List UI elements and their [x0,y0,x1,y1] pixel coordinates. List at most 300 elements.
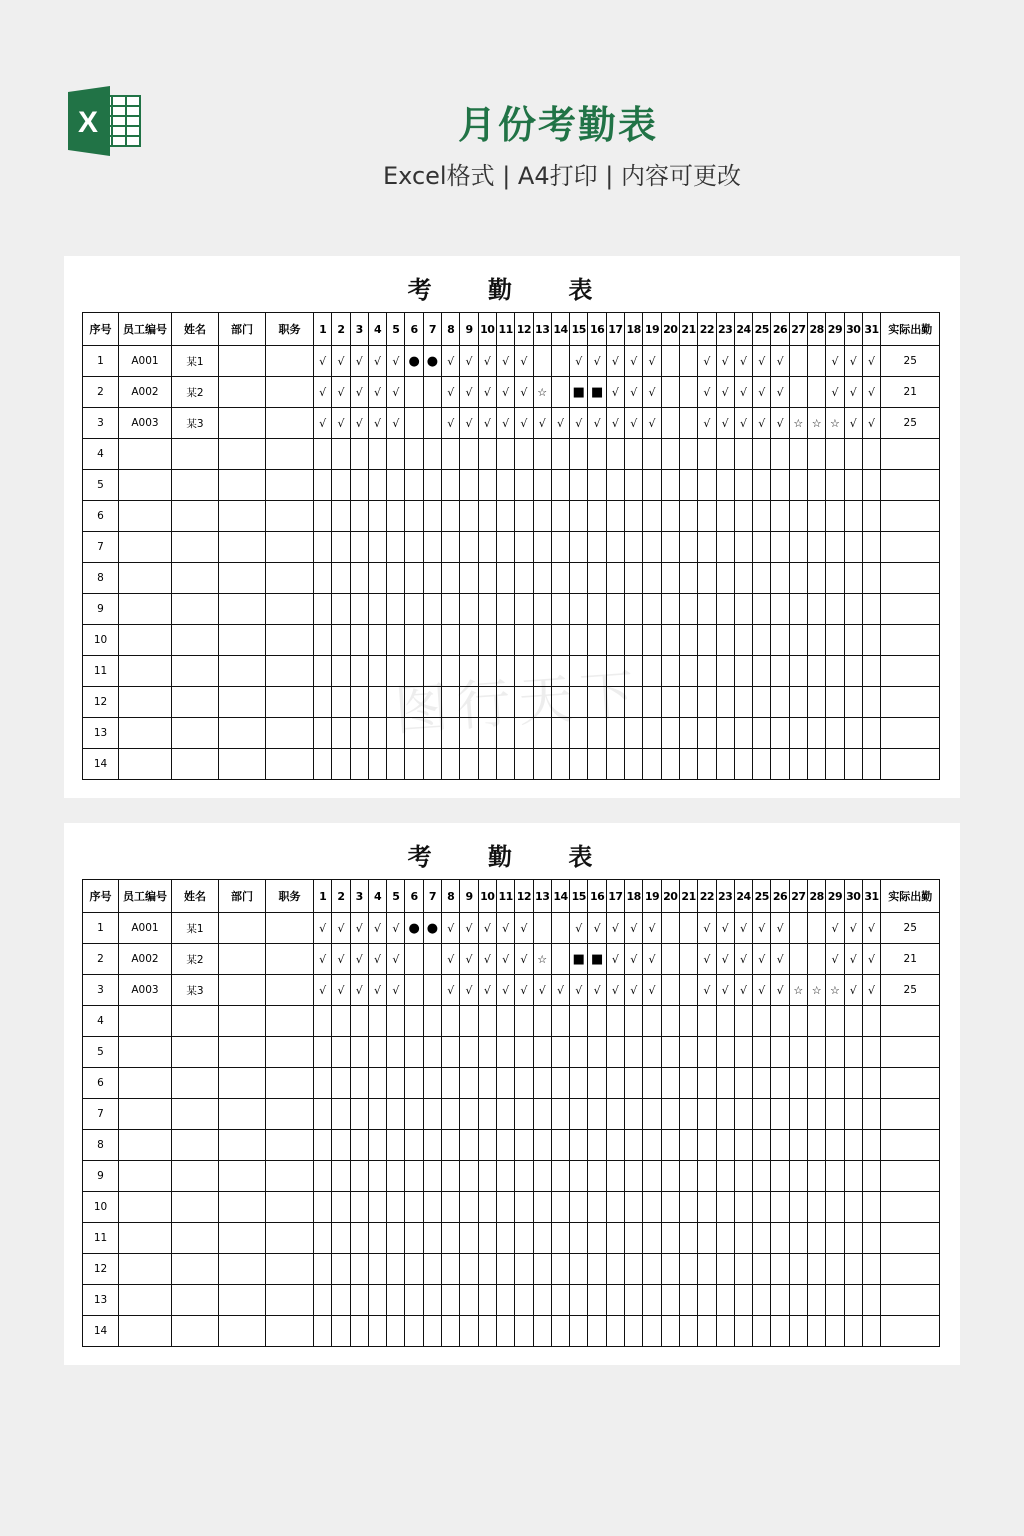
cell-day-7 [423,625,441,656]
cell-day-25: √ [753,944,771,975]
cell-day-22 [698,1285,716,1316]
cell-day-16 [588,1223,606,1254]
cell-emp-id [119,501,172,532]
cell-total [881,439,940,470]
cell-day-12 [515,1006,533,1037]
cell-day-11 [496,470,514,501]
header-day-3: 3 [350,313,368,346]
cell-day-8 [442,1099,460,1130]
cell-day-6: ● [405,913,423,944]
cell-day-23 [716,1130,734,1161]
cell-day-6 [405,408,423,439]
cell-day-10 [478,1068,496,1099]
cell-day-3 [350,594,368,625]
cell-day-22: √ [698,346,716,377]
cell-day-20 [661,913,679,944]
cell-day-30 [844,1161,862,1192]
cell-day-6 [405,1099,423,1130]
cell-day-4 [368,532,386,563]
cell-day-26 [771,687,789,718]
cell-day-30 [844,1254,862,1285]
cell-day-30: √ [844,408,862,439]
header-day-16: 16 [588,880,606,913]
cell-day-29 [826,749,844,780]
cell-day-12: √ [515,944,533,975]
cell-total [881,1006,940,1037]
cell-name [172,1130,219,1161]
cell-day-14 [551,1254,569,1285]
cell-day-13 [533,749,551,780]
cell-name [172,501,219,532]
cell-day-27 [789,532,807,563]
table-row [83,1285,940,1316]
cell-day-15 [570,1130,588,1161]
cell-day-18 [625,470,643,501]
cell-day-29 [826,1099,844,1130]
cell-day-11 [496,439,514,470]
cell-total [881,625,940,656]
cell-day-2 [332,532,350,563]
header-emp-id: 员工编号 [119,313,172,346]
cell-emp-id [119,1316,172,1347]
cell-day-10 [478,1006,496,1037]
cell-day-28 [808,346,826,377]
cell-day-18 [625,1006,643,1037]
cell-day-22 [698,749,716,780]
cell-dept [219,470,266,501]
cell-day-8 [442,501,460,532]
cell-day-3 [350,1223,368,1254]
cell-day-26 [771,470,789,501]
cell-day-11 [496,1130,514,1161]
cell-day-8 [442,1285,460,1316]
cell-day-11 [496,1223,514,1254]
header-day-25: 25 [753,880,771,913]
cell-day-6 [405,1130,423,1161]
cell-day-22: √ [698,408,716,439]
cell-day-17 [606,1285,624,1316]
cell-day-24 [734,1192,752,1223]
cell-day-19 [643,1068,661,1099]
cell-day-11 [496,1285,514,1316]
cell-day-7 [423,377,441,408]
cell-position [266,377,314,408]
cell-day-19 [643,470,661,501]
cell-day-3: √ [350,377,368,408]
cell-day-3: √ [350,346,368,377]
cell-day-19 [643,1192,661,1223]
cell-day-5 [387,1316,405,1347]
cell-day-26 [771,1285,789,1316]
cell-day-22 [698,594,716,625]
cell-day-12: √ [515,975,533,1006]
cell-seq: 5 [83,1037,119,1068]
cell-day-19 [643,1037,661,1068]
cell-day-8: √ [442,944,460,975]
cell-day-7 [423,1285,441,1316]
cell-day-26 [771,439,789,470]
cell-day-10 [478,749,496,780]
cell-emp-id [119,718,172,749]
cell-day-20 [661,625,679,656]
cell-day-8 [442,563,460,594]
cell-emp-id: A002 [119,377,172,408]
cell-day-13 [533,1192,551,1223]
cell-day-20 [661,563,679,594]
header-day-28: 28 [808,880,826,913]
cell-day-25 [753,1223,771,1254]
cell-day-8 [442,470,460,501]
cell-day-31: √ [862,913,880,944]
cell-day-14 [551,439,569,470]
cell-day-2: √ [332,975,350,1006]
cell-day-15 [570,439,588,470]
cell-day-7: ● [423,346,441,377]
cell-day-8 [442,1006,460,1037]
cell-dept [219,439,266,470]
cell-total [881,563,940,594]
cell-day-26 [771,501,789,532]
header-day-20: 20 [661,313,679,346]
header-dept: 部门 [219,313,266,346]
cell-day-22 [698,687,716,718]
cell-day-16 [588,1192,606,1223]
cell-day-16 [588,1316,606,1347]
cell-day-8 [442,1316,460,1347]
cell-day-21 [679,594,697,625]
table-row [83,594,940,625]
cell-emp-id [119,1006,172,1037]
cell-day-31 [862,1316,880,1347]
cell-dept [219,625,266,656]
cell-day-21 [679,1161,697,1192]
cell-day-31 [862,594,880,625]
cell-day-4 [368,1161,386,1192]
cell-day-1 [314,1285,332,1316]
cell-day-3: √ [350,408,368,439]
cell-day-25 [753,625,771,656]
cell-day-21 [679,439,697,470]
cell-dept [219,944,266,975]
header-day-27: 27 [789,313,807,346]
header-day-2: 2 [332,313,350,346]
cell-day-12 [515,1130,533,1161]
cell-day-9 [460,501,478,532]
cell-day-12 [515,501,533,532]
cell-total: 21 [881,944,940,975]
cell-day-20 [661,687,679,718]
cell-day-6 [405,501,423,532]
cell-day-16 [588,749,606,780]
cell-emp-id [119,1068,172,1099]
cell-position [266,1285,314,1316]
cell-dept [219,1099,266,1130]
cell-day-26: √ [771,377,789,408]
cell-day-28 [808,625,826,656]
header-day-2: 2 [332,880,350,913]
cell-day-9 [460,1192,478,1223]
table-row [83,1254,940,1285]
cell-seq: 14 [83,1316,119,1347]
cell-day-19 [643,1285,661,1316]
cell-day-3 [350,625,368,656]
cell-day-24 [734,687,752,718]
cell-total [881,1099,940,1130]
cell-day-7 [423,501,441,532]
cell-day-2: √ [332,913,350,944]
cell-day-30: √ [844,913,862,944]
cell-day-22 [698,625,716,656]
cell-day-20 [661,594,679,625]
cell-seq: 11 [83,656,119,687]
cell-day-19 [643,656,661,687]
cell-day-1: √ [314,944,332,975]
cell-day-17 [606,1130,624,1161]
cell-day-12 [515,470,533,501]
cell-day-27 [789,656,807,687]
cell-day-10 [478,439,496,470]
cell-day-21 [679,1130,697,1161]
cell-day-21 [679,656,697,687]
cell-day-18 [625,1223,643,1254]
cell-day-26 [771,1223,789,1254]
cell-day-1: √ [314,408,332,439]
cell-day-23 [716,687,734,718]
excel-logo-letter: X [77,106,99,139]
cell-day-26 [771,1099,789,1130]
header-day-6: 6 [405,313,423,346]
cell-day-29 [826,563,844,594]
cell-day-5 [387,1161,405,1192]
cell-day-16 [588,439,606,470]
cell-position [266,532,314,563]
cell-day-6 [405,1192,423,1223]
cell-dept [219,1192,266,1223]
cell-day-30: √ [844,377,862,408]
cell-emp-id [119,1285,172,1316]
cell-day-30 [844,1006,862,1037]
cell-day-31 [862,749,880,780]
cell-day-12 [515,625,533,656]
cell-day-30 [844,439,862,470]
cell-position [266,913,314,944]
cell-day-14 [551,594,569,625]
cell-day-23 [716,470,734,501]
cell-day-24 [734,1068,752,1099]
header-day-14: 14 [551,880,569,913]
cell-day-17 [606,1254,624,1285]
cell-name: 某2 [172,377,219,408]
cell-day-17 [606,1099,624,1130]
cell-day-6 [405,1006,423,1037]
header-day-18: 18 [625,313,643,346]
cell-day-4: √ [368,913,386,944]
cell-day-13: ☆ [533,944,551,975]
cell-position [266,1316,314,1347]
cell-seq: 2 [83,944,119,975]
cell-day-17 [606,1161,624,1192]
cell-day-4 [368,563,386,594]
cell-total [881,1316,940,1347]
cell-day-17: √ [606,408,624,439]
attendance-table [82,879,940,1347]
cell-day-15 [570,1285,588,1316]
cell-day-6 [405,470,423,501]
cell-total [881,687,940,718]
header-day-25: 25 [753,313,771,346]
cell-day-27 [789,1254,807,1285]
cell-emp-id [119,1254,172,1285]
cell-day-19: √ [643,975,661,1006]
cell-day-30 [844,1099,862,1130]
cell-day-30: √ [844,975,862,1006]
cell-day-24 [734,594,752,625]
cell-day-10 [478,1037,496,1068]
cell-day-25 [753,532,771,563]
cell-day-11 [496,1037,514,1068]
cell-emp-id: A001 [119,346,172,377]
cell-day-28 [808,470,826,501]
cell-day-28 [808,1006,826,1037]
cell-day-11 [496,1254,514,1285]
cell-day-15 [570,1316,588,1347]
cell-day-8 [442,625,460,656]
cell-day-26 [771,1192,789,1223]
cell-day-14 [551,1068,569,1099]
cell-day-7 [423,439,441,470]
cell-day-5: √ [387,913,405,944]
cell-day-18 [625,1285,643,1316]
cell-day-20 [661,1254,679,1285]
cell-day-3 [350,1254,368,1285]
cell-day-13 [533,1068,551,1099]
cell-dept [219,1285,266,1316]
cell-day-2 [332,656,350,687]
cell-day-31 [862,1037,880,1068]
cell-day-13 [533,1223,551,1254]
cell-day-4 [368,1254,386,1285]
cell-day-6 [405,1161,423,1192]
cell-day-23 [716,1161,734,1192]
cell-position [266,1099,314,1130]
cell-day-25 [753,1099,771,1130]
cell-day-22 [698,1006,716,1037]
cell-day-28 [808,718,826,749]
cell-day-21 [679,718,697,749]
cell-day-13 [533,1099,551,1130]
cell-day-21 [679,749,697,780]
cell-day-20 [661,1130,679,1161]
cell-day-11: √ [496,944,514,975]
cell-day-3 [350,1006,368,1037]
cell-day-1 [314,1006,332,1037]
table-row [83,346,940,377]
attendance-sheet-2 [64,823,960,1365]
cell-day-26 [771,1161,789,1192]
cell-day-8 [442,1192,460,1223]
header-day-24: 24 [734,313,752,346]
cell-day-10 [478,1099,496,1130]
cell-position [266,346,314,377]
header-day-24: 24 [734,880,752,913]
table-row [83,625,940,656]
cell-day-29 [826,1068,844,1099]
cell-day-26 [771,1068,789,1099]
cell-day-25 [753,656,771,687]
cell-day-12 [515,439,533,470]
cell-day-28: ☆ [808,408,826,439]
cell-day-30 [844,656,862,687]
cell-day-17 [606,1192,624,1223]
cell-day-21 [679,1192,697,1223]
cell-day-3 [350,718,368,749]
cell-day-2 [332,687,350,718]
cell-dept [219,501,266,532]
cell-day-28 [808,1068,826,1099]
cell-day-24 [734,656,752,687]
cell-position [266,1254,314,1285]
cell-day-22 [698,656,716,687]
cell-day-13 [533,532,551,563]
cell-day-18: √ [625,944,643,975]
cell-day-21 [679,1099,697,1130]
table-row [83,975,940,1006]
cell-day-29 [826,1254,844,1285]
cell-total [881,532,940,563]
cell-day-5 [387,594,405,625]
cell-day-14 [551,1192,569,1223]
cell-day-13 [533,501,551,532]
cell-day-13 [533,913,551,944]
cell-seq: 1 [83,346,119,377]
cell-name [172,749,219,780]
cell-day-1: √ [314,377,332,408]
cell-day-5 [387,439,405,470]
header-day-12: 12 [515,313,533,346]
cell-day-22 [698,1254,716,1285]
cell-total [881,656,940,687]
cell-day-17 [606,501,624,532]
cell-dept [219,1130,266,1161]
cell-day-7 [423,1006,441,1037]
cell-day-21 [679,975,697,1006]
cell-day-7 [423,1099,441,1130]
cell-name [172,1192,219,1223]
cell-day-24 [734,718,752,749]
cell-day-4 [368,656,386,687]
cell-day-24 [734,501,752,532]
table-row [83,1068,940,1099]
cell-day-31 [862,501,880,532]
cell-name [172,1316,219,1347]
cell-day-4: √ [368,944,386,975]
header-day-26: 26 [771,313,789,346]
cell-day-30 [844,470,862,501]
cell-day-11 [496,532,514,563]
cell-emp-id [119,563,172,594]
cell-day-23 [716,656,734,687]
cell-total [881,1285,940,1316]
cell-day-3 [350,1192,368,1223]
cell-day-2: √ [332,377,350,408]
cell-day-23 [716,1006,734,1037]
header-day-16: 16 [588,313,606,346]
cell-day-4: √ [368,408,386,439]
cell-day-25 [753,439,771,470]
table-row [83,501,940,532]
cell-position [266,656,314,687]
cell-day-29 [826,1037,844,1068]
